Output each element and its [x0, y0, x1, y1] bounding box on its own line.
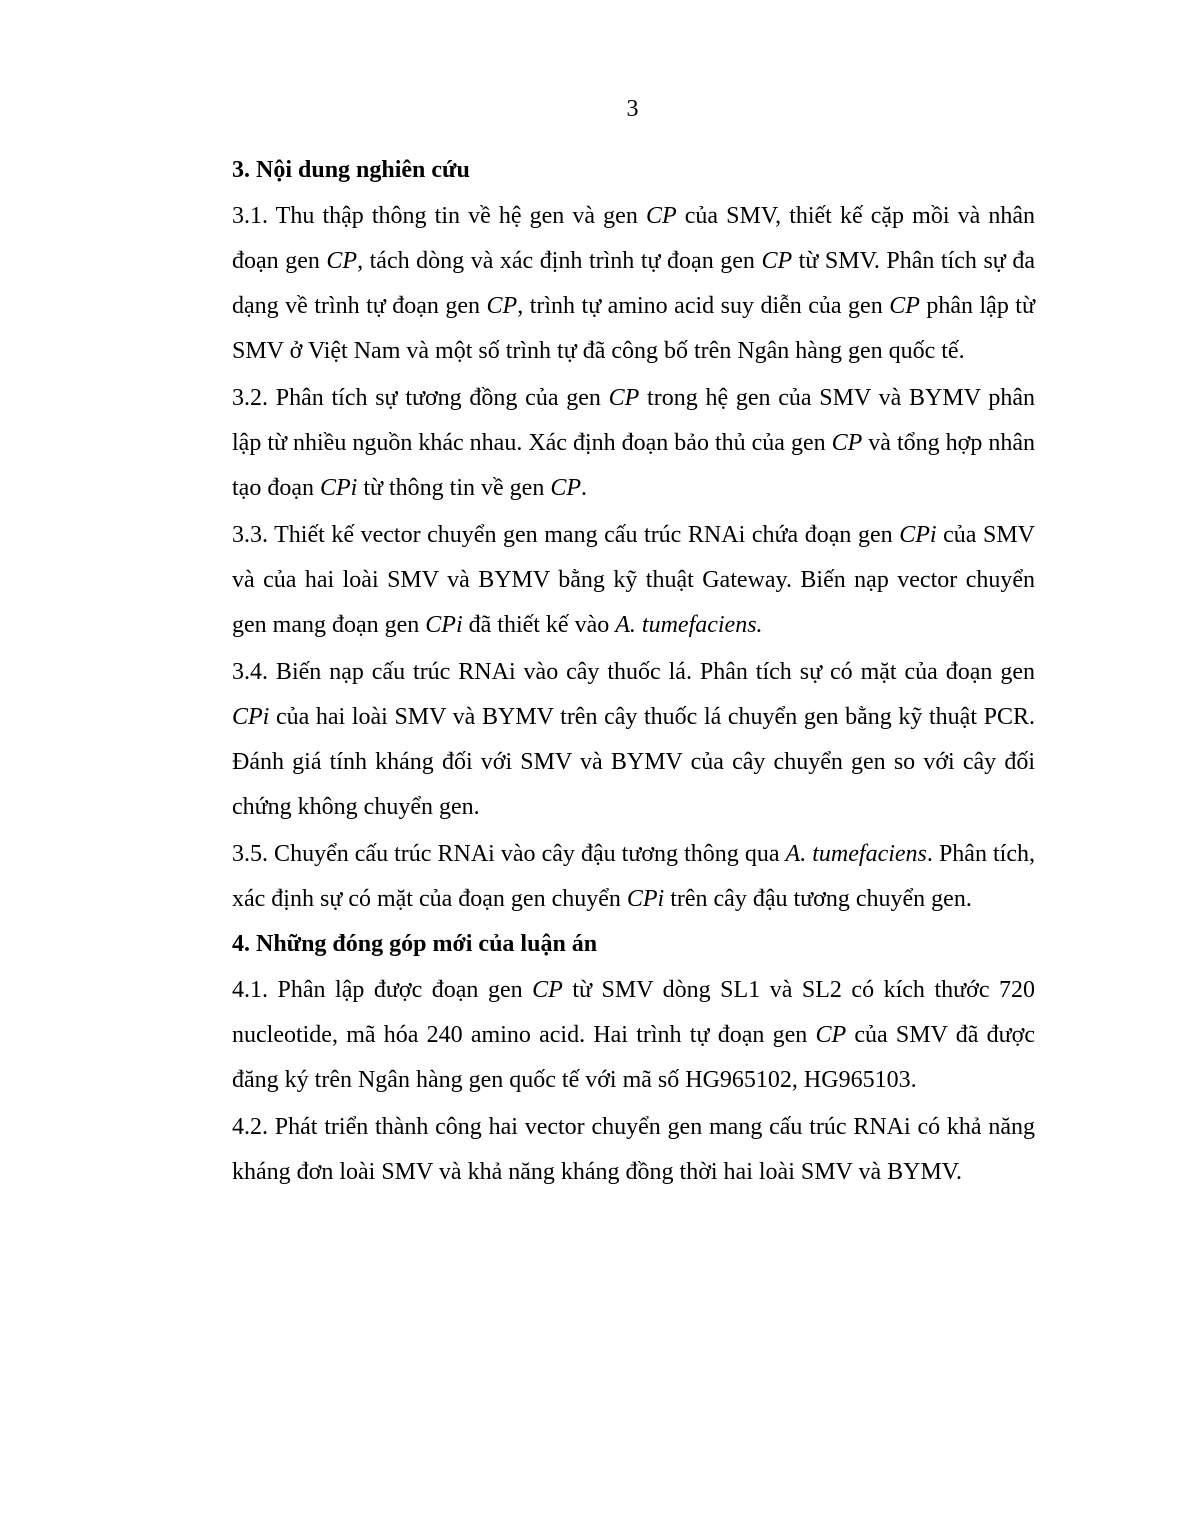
text-run: 3.3. Thiết kế vector chuyển gen mang cấu trúc RNAi chứa đoạn gen [232, 522, 900, 548]
paragraph [232, 832, 1035, 922]
text-run: phân lập từ SMV ở Việt Nam và một số trình tự đã công bố trên Ngân hàng gen quốc tế. [232, 293, 1035, 364]
italic-term: CPi [626, 886, 665, 912]
italic-term: CP [761, 248, 793, 274]
text-run: của SMV đã được đăng ký trên Ngân hàng gen quốc tế với mã số HG965102, HG965103. [232, 1022, 1035, 1093]
italic-term: CP [815, 1022, 847, 1048]
document-body [232, 150, 1035, 1197]
paragraph [232, 1105, 1035, 1195]
text-run: . [580, 475, 587, 501]
text-run: , tách dòng và xác định trình tự đoạn gen [357, 248, 762, 274]
text-run: trên cây đậu tương chuyển gen. [664, 886, 972, 912]
text-run: 3.4. Biến nạp cấu trúc RNAi vào cây thuốc lá. Phân tích sự có mặt của đoạn gen [232, 659, 1035, 685]
italic-term: CPi [232, 704, 270, 730]
italic-term: CP [889, 293, 920, 319]
italic-term: CP [486, 293, 518, 319]
text-run: 3.2. Phân tích sự tương đồng của gen [232, 385, 609, 411]
text-run: 4.2. Phát triển thành công hai vector chuyển gen mang cấu trúc RNAi có khả năng kháng đơn loài SMV và khả năng kháng đồng thời hai loài SMV và BYMV. [232, 1114, 1035, 1185]
paragraph [232, 513, 1035, 648]
text-run: của SMV, thiết kế cặp mồi và nhân đoạn gen [232, 203, 1036, 274]
italic-term: CPi [319, 475, 358, 501]
paragraph [232, 650, 1035, 830]
italic-term: CPi [425, 612, 463, 638]
italic-term: CPi [899, 522, 937, 548]
text-run: và tổng hợp nhân tạo đoạn [232, 430, 1035, 501]
page-number: 3 [626, 96, 639, 122]
paragraph [232, 376, 1035, 511]
italic-term: CP [326, 248, 358, 274]
italic-term: CP [645, 203, 677, 229]
text-run: 4.1. Phân lập được đoạn gen [232, 977, 533, 1003]
italic-term: CP [831, 430, 863, 456]
text-run: 3.1. Thu thập thông tin về hệ gen và gen [232, 203, 646, 229]
text-run: . Phân tích, xác định sự có mặt của đoạn gen chuyển [232, 841, 1035, 912]
section-heading: 4. Những đóng góp mới của luận án [232, 931, 598, 957]
italic-term: CP [608, 385, 640, 411]
text-run: từ SMV. Phân tích sự đa dạng về trình tự đoạn gen [232, 248, 1035, 319]
text-run: 3.5. Chuyển cấu trúc RNAi vào cây đậu tương thông qua [232, 841, 786, 867]
italic-term: CP [532, 977, 563, 1003]
italic-term: A. tumefaciens [785, 841, 927, 867]
text-run: từ SMV dòng SL1 và SL2 có kích thước 720 nucleotide, mã hóa 240 amino acid. Hai trình tự đoạn gen [232, 977, 1035, 1048]
italic-term: A. tumefaciens. [615, 612, 763, 638]
text-run: , trình tự amino acid suy diễn của gen [517, 293, 890, 319]
text-run: đã thiết kế vào [462, 612, 616, 638]
text-run: của hai loài SMV và BYMV trên cây thuốc lá chuyển gen bằng kỹ thuật PCR. Đánh giá tính kháng đối với SMV và BYMV của cây chuyển gen so với cây đối chứng không chuyển gen. [232, 704, 1035, 820]
paragraph [232, 194, 1035, 374]
text-run: từ thông tin về gen [357, 475, 551, 501]
text-run: trong hệ gen của SMV và BYMV phân lập từ nhiều nguồn khác nhau. Xác định đoạn bảo thủ của gen [232, 385, 1035, 456]
paragraph [232, 968, 1035, 1103]
italic-term: CP [550, 475, 581, 501]
text-run: của SMV và của hai loài SMV và BYMV bằng kỹ thuật Gateway. Biến nạp vector chuyển gen mang đoạn gen [232, 522, 1036, 638]
section-heading: 3. Nội dung nghiên cứu [232, 157, 470, 183]
